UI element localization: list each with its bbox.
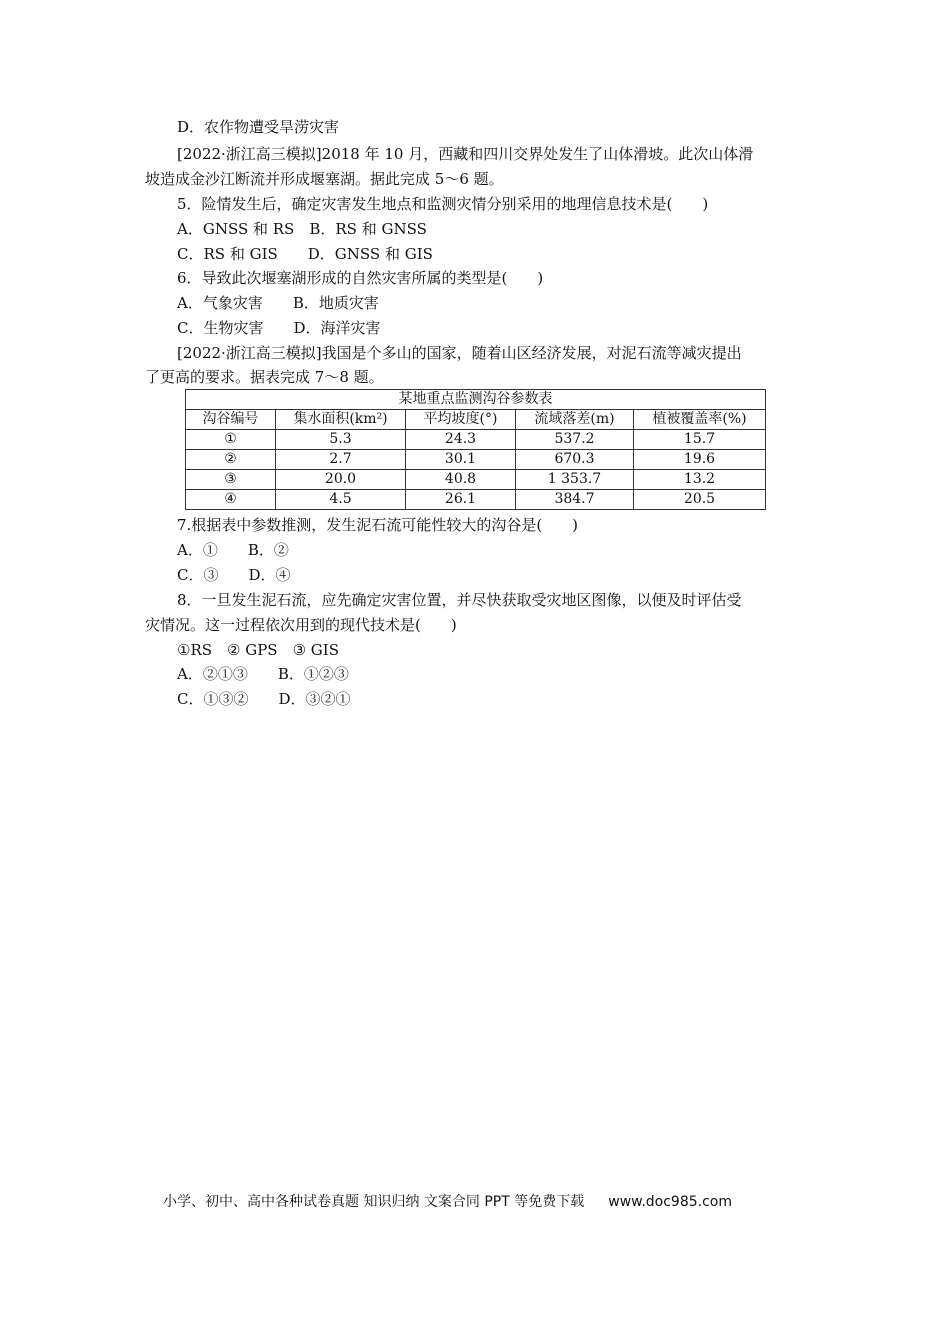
table-row [186, 490, 766, 510]
passage-5-6-line-1: [2022·浙江高三模拟]2018 年 10 月，西藏和四川交界处发生了山体滑坡。此次山体滑 [177, 145, 754, 163]
table-caption: 某地重点监测沟谷参数表 [186, 390, 766, 410]
table-cell: 15.7 [634, 430, 766, 450]
passage-7-8-line-1: [2022·浙江高三模拟]我国是个多山的国家，随着山区经济发展，对泥石流等减灾提出 [177, 344, 742, 362]
table-cell: 20.0 [276, 470, 406, 490]
question-6-options-ab: A．气象灾害 B．地质灾害 [177, 294, 379, 312]
question-5-options-cd: C．RS 和 GIS D．GNSS 和 GIS [177, 245, 433, 263]
question-7-options-ab: A．① B．② [177, 541, 289, 559]
table-row [186, 430, 766, 450]
page-footer [163, 1192, 732, 1212]
question-8-options-cd: C．①③② D．③②① [177, 690, 351, 708]
table-cell: ③ [186, 470, 276, 490]
table-header: 植被覆盖率(%) [634, 410, 766, 430]
passage-7-8-line-2: 了更高的要求。据表完成 7～8 题。 [145, 368, 384, 386]
table-cell: 5.3 [276, 430, 406, 450]
table-cell: 384.7 [516, 490, 634, 510]
table-cell: 20.5 [634, 490, 766, 510]
table-cell: 30.1 [406, 450, 516, 470]
table-cell: 40.8 [406, 470, 516, 490]
question-8-items: ①RS ② GPS ③ GIS [177, 641, 339, 659]
passage-5-6-line-2: 坡造成金沙江断流并形成堰塞湖。据此完成 5～6 题。 [145, 170, 504, 188]
question-5-options-ab: A．GNSS 和 RS B．RS 和 GNSS [177, 220, 427, 238]
table-header: 沟谷编号 [186, 410, 276, 430]
question-7: 7.根据表中参数推测，发生泥石流可能性较大的沟谷是( ) [177, 516, 579, 534]
question-8-line-2: 灾情况。这一过程依次用到的现代技术是( ) [145, 616, 457, 634]
table-row [186, 450, 766, 470]
table-header-row [186, 410, 766, 430]
question-8-options-ab: A．②①③ B．①②③ [177, 665, 349, 683]
question-7-options-cd: C．③ D．④ [177, 566, 291, 584]
table-cell: 537.2 [516, 430, 634, 450]
option-d-prev: D．农作物遭受旱涝灾害 [177, 118, 340, 136]
table-cell: ④ [186, 490, 276, 510]
question-8-line-1: 8．一旦发生泥石流，应先确定灾害位置，并尽快获取受灾地区图像，以便及时评估受 [177, 591, 742, 609]
question-5: 5．险情发生后，确定灾害发生地点和监测灾情分别采用的地理信息技术是( ) [177, 195, 709, 213]
table-header: 平均坡度(°) [406, 410, 516, 430]
gully-parameter-table [185, 389, 766, 510]
footer-text: 小学、初中、高中各种试卷真题 知识归纳 文案合同 PPT 等免费下载 [163, 1194, 585, 1210]
table-row [186, 470, 766, 490]
table-cell: 670.3 [516, 450, 634, 470]
question-6-options-cd: C．生物灾害 D．海洋灾害 [177, 319, 381, 337]
table-cell: 2.7 [276, 450, 406, 470]
table-cell: 19.6 [634, 450, 766, 470]
footer-site-link[interactable]: www.doc985.com [608, 1194, 732, 1210]
table-cell: 4.5 [276, 490, 406, 510]
table-header: 流域落差(m) [516, 410, 634, 430]
table-cell: 13.2 [634, 470, 766, 490]
table-cell: 26.1 [406, 490, 516, 510]
table-header: 集水面积(km²) [276, 410, 406, 430]
question-6: 6．导致此次堰塞湖形成的自然灾害所属的类型是( ) [177, 269, 544, 287]
table-cell: ② [186, 450, 276, 470]
table-cell: 24.3 [406, 430, 516, 450]
table-cell: ① [186, 430, 276, 450]
table-cell: 1 353.7 [516, 470, 634, 490]
